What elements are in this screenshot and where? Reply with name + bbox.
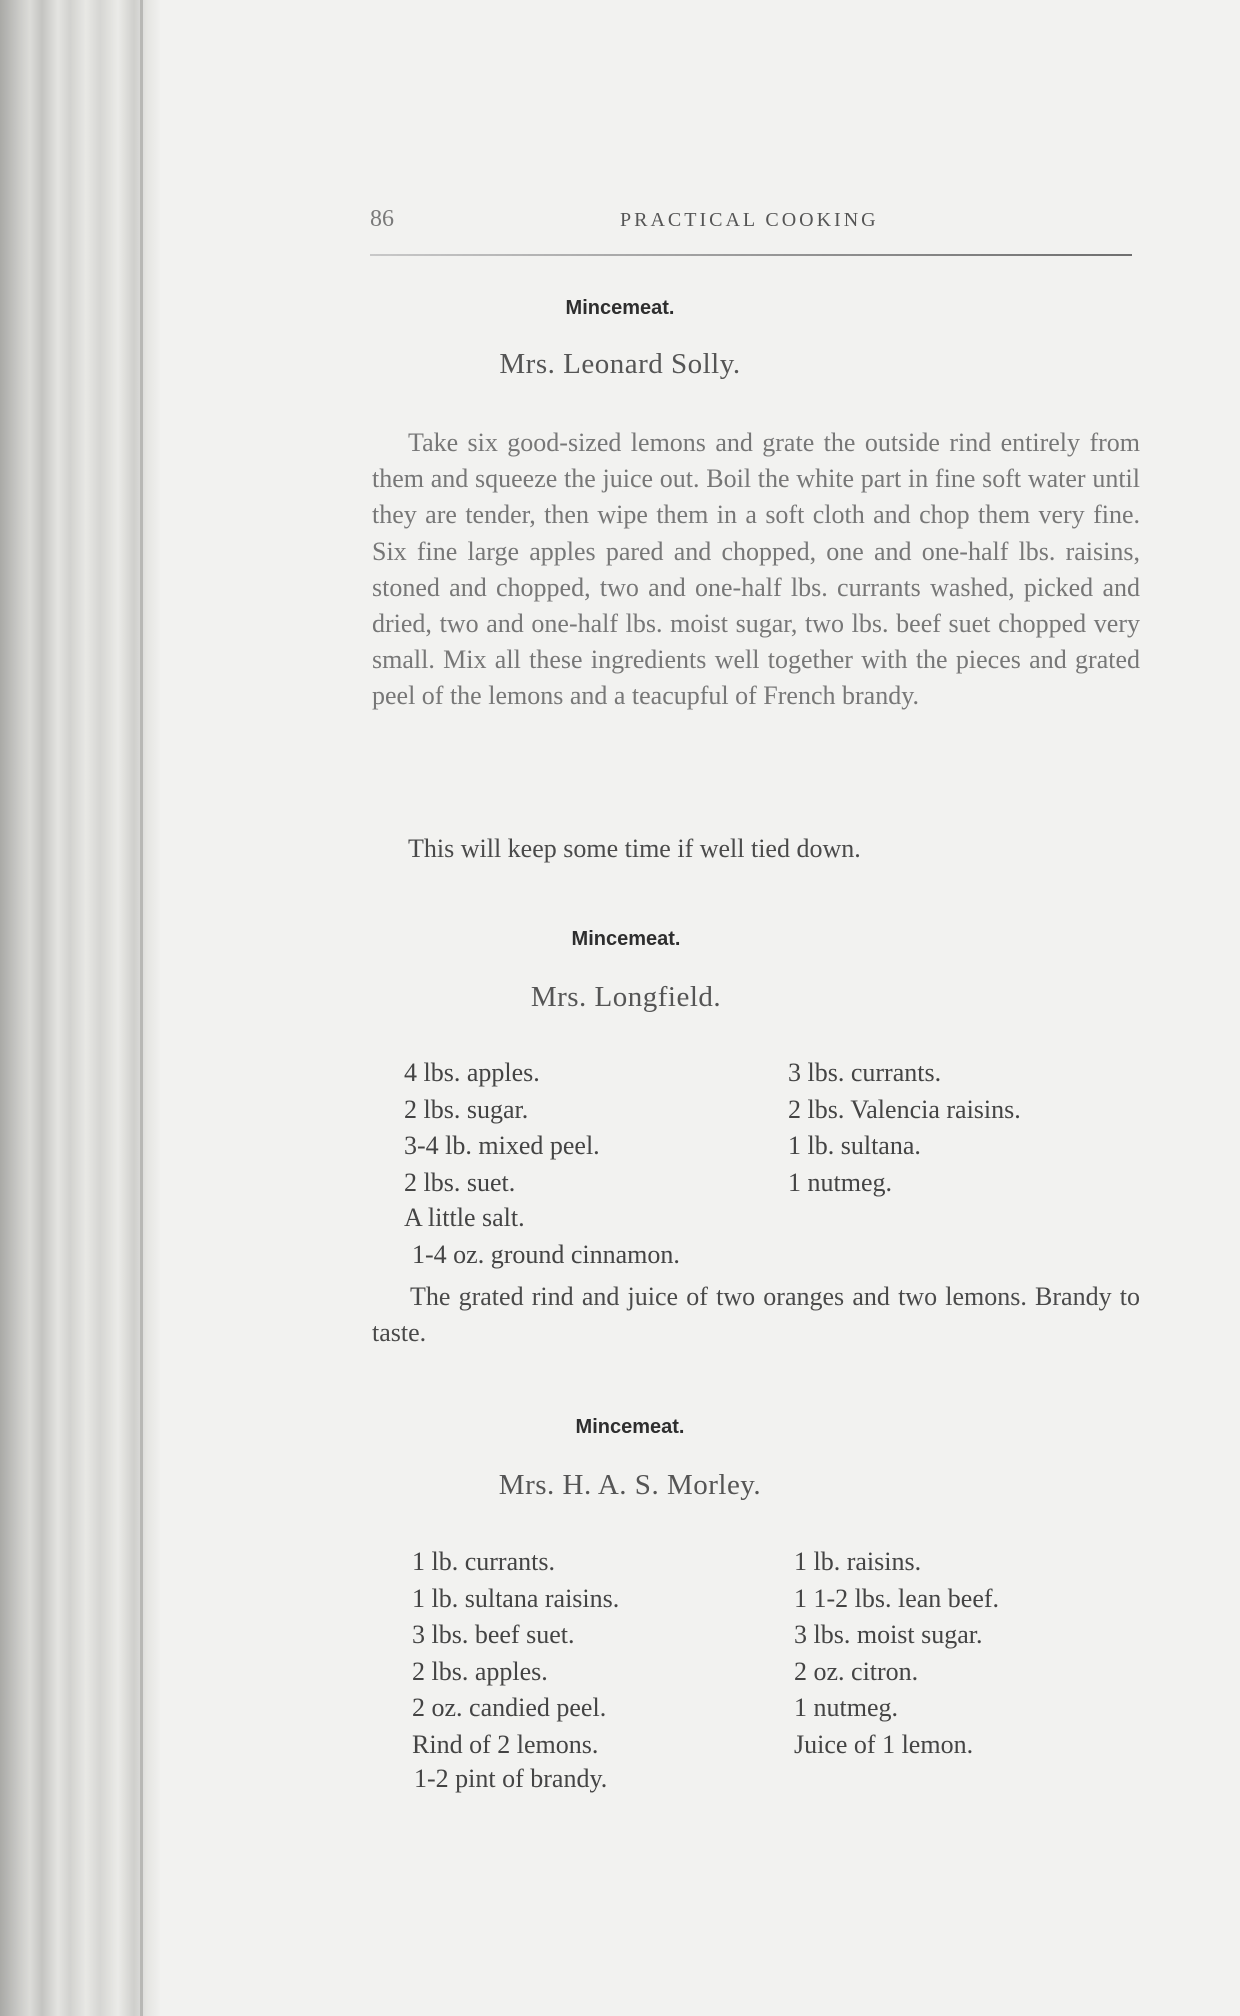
ingredient: 3 lbs. beef suet. <box>412 1620 575 1649</box>
recipe-2-author: Mrs. Longfield. <box>530 981 722 1013</box>
ingredient: 2 lbs. sugar. <box>404 1094 529 1124</box>
ingredient: 1 lb. sultana. <box>788 1131 921 1160</box>
ingredient: 4 lbs. apples. <box>404 1058 540 1087</box>
ingredient-extra: 1-2 pint of brandy. <box>414 1764 608 1793</box>
ingredient-extra: 1-4 oz. ground cinnamon. <box>412 1240 680 1269</box>
ingredient: 2 lbs. suet. <box>404 1167 516 1197</box>
recipe-3-title: Mincemeat. <box>575 1416 685 1438</box>
recipe-1-method: Take six good-sized lemons and grate the outside rind entirely from them and squeeze the juice out. Boil the white part in fine soft water until they are tender, then wipe them in a soft cloth and chop them very fine. Six fine large apples pared and chopped, one and one-half lbs. raisins, stoned and chopped, two and one-half lbs. currants washed, picked and dried, two and one-half lbs. moist sugar, two lbs. beef suet chopped very small. Mix all these ingredients well together with the pieces and grated peel of the lemons and a teacupful of French brandy. <box>372 428 1140 711</box>
recipe-1-note: This will keep some time if well tied down. <box>408 834 861 863</box>
ingredient: 1 nutmeg. <box>788 1167 892 1197</box>
ingredient: 2 oz. candied peel. <box>412 1693 607 1722</box>
ingredient: Rind of 2 lemons. <box>412 1729 599 1759</box>
recipe-3-ingredients-left <box>412 1544 619 1763</box>
recipe-1-author: Mrs. Leonard Solly. <box>499 348 741 380</box>
running-head-title: PRACTICAL COOKING <box>620 209 879 231</box>
ingredient: 1 nutmeg. <box>794 1693 898 1722</box>
ingredient: 2 lbs. apples. <box>412 1656 548 1686</box>
ingredient: 3-4 lb. mixed peel. <box>404 1131 600 1160</box>
page-number: 86 <box>370 206 394 232</box>
ingredient: 2 lbs. Valencia raisins. <box>788 1094 1021 1124</box>
ingredient: 1 1-2 lbs. lean beef. <box>794 1583 1000 1613</box>
header-rule <box>370 254 1132 256</box>
ingredient: 1 lb. currants. <box>412 1547 555 1576</box>
running-head <box>370 206 1140 236</box>
recipe-3-ingredients-right <box>794 1544 999 1763</box>
ingredient: 3 lbs. moist sugar. <box>794 1620 983 1649</box>
ingredient: 3 lbs. currants. <box>788 1058 942 1087</box>
recipe-2-title: Mincemeat. <box>571 928 681 950</box>
recipe-2-ingredients-left <box>404 1055 600 1201</box>
recipe-2-ingredients-right <box>788 1055 1021 1201</box>
recipe-3-author: Mrs. H. A. S. Morley. <box>498 1469 762 1501</box>
ingredient: 1 lb. raisins. <box>794 1547 922 1576</box>
ingredient-extra: A little salt. <box>404 1203 525 1232</box>
ingredient: 1 lb. sultana raisins. <box>412 1583 620 1613</box>
recipe-2-method: The grated rind and juice of two oranges and two lemons. Brandy to taste. <box>372 1282 1140 1348</box>
ingredient: 2 oz. citron. <box>794 1656 919 1686</box>
ingredient: Juice of 1 lemon. <box>794 1729 974 1759</box>
recipe-1-title: Mincemeat. <box>565 297 675 319</box>
